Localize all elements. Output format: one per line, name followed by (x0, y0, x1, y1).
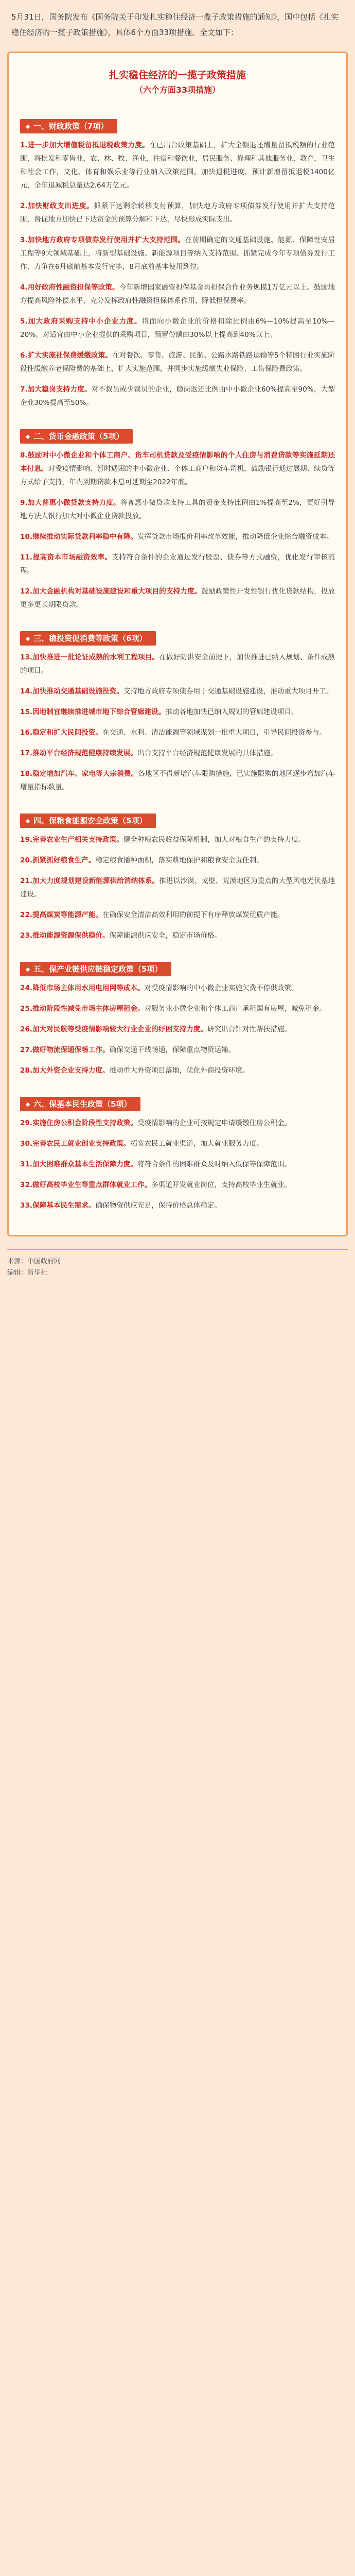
policy-item-body: 在前期确定的交通基础设施、能源、保障性安居工程等9大领域基础上，将新型基础设施、新能源项目等纳入支持范围。抓紧完成今年专项债券发行工作，力争在6月底前基本发行完毕，8月底前基本使用到位。 (20, 236, 335, 271)
policy-item-lead: 11.提高资本市场融资效率。 (20, 553, 112, 562)
sections-container (20, 107, 335, 1212)
policy-item-body: 发挥贷款市场报价利率改革效能，推动降低企业综合融资成本。 (137, 533, 333, 541)
policy-item-body: 拓宽农民工就业渠道，加大就业服务力度。 (130, 1140, 263, 1148)
policy-item-lead: 26.加大对民航等受疫情影响较大行业企业的纾困支持力度。 (20, 1025, 207, 1033)
policy-item-lead: 15.因地制宜继续推进城市地下综合管廊建设。 (20, 708, 166, 716)
policy-item (20, 383, 335, 410)
policy-item-body: 在确保安全清洁高效利用的前提下有序释放煤炭优质产能。 (102, 911, 285, 919)
policy-item-lead: 23.推动能源资源保供稳价。 (20, 931, 110, 940)
policy-item (20, 585, 335, 612)
policy-item-lead: 14.加快推动交通基础设施投资。 (20, 687, 123, 696)
policy-item-lead: 30.完善农民工就业创业支持政策。 (20, 1140, 131, 1148)
section-heading-text: 六、保基本民生政策（5项） (33, 1099, 132, 1109)
section-heading-text: 二、货币金融政策（5项） (33, 432, 124, 441)
policy-item (20, 1002, 335, 1015)
policy-item-lead: 4.用好政府性融资担保等政策。 (20, 283, 119, 292)
policy-item-body: 推动各地加快已纳入规划的管廊建设项目。 (165, 708, 298, 716)
document-subtitle: （六个方面33项措施） (134, 85, 221, 95)
policy-item-body: 健全种粮农民收益保障机制，加大对粮食生产的支持力度。 (123, 836, 306, 844)
policy-item-body: 受疫情影响的企业可按规定申请缓缴住房公积金。 (137, 1119, 292, 1127)
policy-item-lead: 12.加大金融机构对基础设施建设和重大项目的支持力度。 (20, 587, 202, 596)
policy-item (20, 1137, 335, 1150)
footer (7, 1249, 348, 1279)
policy-item-lead: 13.加快推进一批论证成熟的水利工程项目。 (20, 653, 159, 662)
document-card (7, 52, 348, 1236)
policy-item-lead: 32.做好高校毕业生等重点群体就业工作。 (20, 1181, 152, 1189)
policy-item-body: 支持符合条件的企业通过发行股票、债券等方式融资，优化发行审核流程。 (20, 553, 335, 575)
section-heading (20, 429, 133, 444)
policy-item-lead: 20.抓紧抓好粮食生产。 (20, 856, 96, 865)
policy-item-lead: 33.保障基本民生需求。 (20, 1201, 96, 1210)
policy-item-body: 确保交通干线畅通，保障重点物资运输。 (109, 1046, 236, 1054)
policy-item-lead: 17.推动平台经济规范健康持续发展。 (20, 749, 137, 757)
policy-item (20, 1064, 335, 1077)
diamond-icon (26, 819, 30, 823)
footer-divider (7, 1249, 348, 1250)
policy-item (20, 496, 335, 523)
policy-item-body: 对受疫情影响的中小微企业实施欠费不停供政策。 (144, 984, 298, 992)
intro-paragraph (0, 0, 355, 52)
policy-item-body: 对受疫情影响、暂时遇困的中小微企业、个体工商户和货车司机，鼓励银行通过展期、续贷等方式给予支持，年内到期贷款本息可延期至2022年底。 (20, 465, 335, 486)
policy-item (20, 1116, 335, 1130)
diamond-icon (26, 967, 30, 971)
policy-item-lead: 3.加快地方政府专项债券发行使用并扩大支持范围。 (20, 236, 185, 244)
policy-item-lead: 1.进一步加大增值税留抵退税政策力度。 (20, 141, 150, 149)
policy-item-body: 在交通、水利、清洁能源等领域谋划一批重大项目，引导民间投资参与。 (102, 728, 327, 737)
footer-editor: 编辑：新华社 (7, 1269, 48, 1277)
policy-item (20, 530, 335, 544)
policy-item-body: 将符合条件的困难群众及时纳入低保等保障范围。 (137, 1160, 292, 1168)
policy-item-lead: 5.加大政府采购支持中小企业力度。 (20, 317, 142, 326)
policy-item (20, 449, 335, 489)
policy-item-body: 各地区不得新增汽车限购措施，已实施限购的地区逐步增加汽车增量指标数量。 (20, 770, 335, 791)
policy-item-body: 将面向小微企业的价格扣除比例由6%—10%提高至10%—20%。对适宜由中小企业提供的采购项目，预留份额由30%以上提高到40%以上。 (20, 317, 335, 339)
policy-item (20, 874, 335, 901)
policy-item-body: 出台支持平台经济规范健康发展的具体措施。 (137, 749, 277, 757)
policy-item-body: 抓紧下达剩余转移支付预算，加快地方政府专项债券发行使用并扩大支持范围，督促地方加快已下达资金的预算分解和下达，尽快形成实际支出。 (20, 202, 335, 224)
diamond-icon (26, 1102, 30, 1106)
policy-item (20, 139, 335, 192)
policy-item (20, 929, 335, 942)
policy-item-body: 研究出台针对性帮扶措施。 (207, 1025, 292, 1033)
policy-item (20, 833, 335, 846)
policy-item-lead: 8.鼓励对中小微企业和个体工商户、货车司机贷款及受疫情影响的个人住房与消费贷款等实施延期还本付息。 (20, 451, 335, 473)
policy-item (20, 315, 335, 342)
policy-item-lead: 9.加大普惠小微贷款支持力度。 (20, 499, 120, 507)
section-heading (20, 814, 156, 828)
policy-item-body: 鼓励政策性开发性银行优化贷款结构，投放更多更长期限贷款。 (20, 587, 335, 609)
section-heading-text: 五、保产业链供应链稳定政策（5项） (33, 964, 163, 974)
policy-item (20, 747, 335, 760)
policy-item-body: 保障能源供应安全，稳定市场价格。 (109, 931, 222, 940)
policy-item-body: 对不裁员或少裁员的企业，稳岗返还比例由中小微企业60%提高至90%，大型企业30%提高至50%。 (20, 385, 335, 407)
section-heading (20, 1097, 140, 1111)
policy-item (20, 981, 335, 995)
policy-item (20, 1043, 335, 1057)
policy-item-lead: 25.推动阶段性减免市场主体房屋租金。 (20, 1005, 145, 1013)
policy-item (20, 685, 335, 698)
policy-item (20, 233, 335, 274)
policy-item (20, 726, 335, 739)
policy-item-body: 将普惠小微贷款支持工具的资金支持比例由1%提高至2%，更好引导地方法人银行加大对小微企业贷款投放。 (20, 499, 335, 520)
policy-item (20, 281, 335, 308)
policy-item (20, 551, 335, 578)
policy-item (20, 908, 335, 922)
policy-item-body: 推动重大外资项目落地，优化外商投资环境。 (109, 1066, 250, 1075)
policy-item (20, 705, 335, 719)
policy-item (20, 767, 335, 794)
policy-item (20, 349, 335, 376)
policy-item-body: 推进以沙漠、戈壁、荒漠地区为重点的大型风电光伏基地建设。 (20, 877, 335, 899)
footer-source: 来源：中国政府网 (7, 1258, 61, 1265)
policy-item-lead: 2.加快财政支出进度。 (20, 202, 94, 210)
policy-item-lead: 31.加大困难群众基本生活保障力度。 (20, 1160, 137, 1168)
policy-item (20, 1023, 335, 1036)
policy-item (20, 1199, 335, 1212)
intro-text: 5月31日，国务院发布《国务院关于印发扎实稳住经济一揽子政策措施的通知》，国中包括《扎实稳住经济的一揽子政策措施》，具体6个方面33项措施。全文如下： (11, 12, 339, 37)
policy-item-lead: 7.加大稳岗支持力度。 (20, 385, 92, 394)
diamond-icon (26, 124, 30, 128)
policy-item-body: 在做好防洪安全前提下，加快推进已纳入规划、条件成熟的项目。 (20, 653, 335, 675)
policy-item-lead: 16.稳定和扩大民间投资。 (20, 728, 103, 737)
policy-item-body: 在已出台政策基础上，扩大全额退还增量留抵税额的行业范围，将批发和零售业，农、林、牧、渔业，住宿和餐饮业，居民服务、修理和其他服务业，教育，卫生和社会工作，文化、体育和娱乐业等行业纳入政策范围。加快退税进度，预计新增留抵退税1400亿元，全年退减税总量达2.64万亿元。 (20, 141, 335, 190)
section-heading (20, 962, 171, 976)
policy-item-body: 稳定粮食播种面积，落实耕地保护和粮食安全责任制。 (95, 856, 263, 865)
policy-item (20, 854, 335, 867)
policy-item-lead: 21.加大力度规划建设新能源供给消纳体系。 (20, 877, 159, 885)
policy-item-lead: 29.实施住房公积金阶段性支持政策。 (20, 1119, 137, 1127)
section-heading (20, 631, 156, 646)
policy-item (20, 199, 335, 226)
policy-item (20, 1158, 335, 1171)
policy-item-body: 确保物资供应充足，保持价格总体稳定。 (95, 1201, 222, 1210)
policy-item (20, 651, 335, 677)
diamond-icon (26, 636, 30, 640)
policy-item-lead: 10.继续推动实际贷款利率稳中有降。 (20, 533, 137, 541)
policy-item-lead: 22.提高煤炭等能源产能。 (20, 911, 103, 919)
diamond-icon (26, 434, 30, 438)
policy-item-lead: 6.扩大实施社保费缓缴政策。 (20, 351, 112, 360)
policy-item-body: 支持地方政府专项债券用于交通基础设施建设，推动重大项目开工。 (123, 687, 333, 696)
policy-item-lead: 27.做好物流保通保畅工作。 (20, 1046, 110, 1054)
policy-item (20, 1178, 335, 1192)
document-title: 扎实稳住经济的一揽子政策措施 (109, 70, 246, 81)
section-heading-text: 一、财政政策（7项） (33, 122, 109, 131)
policy-item-body: 今年新增国家融资担保基金再担保合作业务规模1万亿元以上。鼓励地方提高风险补偿水平，充分发挥政府性融资担保体系作用，降低担保费率。 (20, 283, 335, 305)
policy-item-body: 在对餐饮、零售、旅游、民航、公路水路铁路运输等5个特困行业实施阶段性缓缴养老保险费的基础上，扩大实施范围，并同步实施缓缴失业保险、工伤保险费政策。 (20, 351, 335, 373)
policy-item-lead: 18.稳定增加汽车、家电等大宗消费。 (20, 770, 138, 778)
policy-item-lead: 19.完善农业生产相关支持政策。 (20, 836, 123, 844)
policy-item-body: 对服务业小微企业和个体工商户承租国有房屋，减免租金。 (144, 1005, 327, 1013)
section-heading (20, 119, 117, 133)
policy-item-lead: 28.加大外资企业支持力度。 (20, 1066, 110, 1075)
policy-item-body: 多渠道开发就业岗位，支持高校毕业生就业。 (151, 1181, 292, 1189)
policy-item-lead: 24.降低市场主体用水用电用网等成本。 (20, 984, 145, 992)
section-heading-text: 四、保粮食能源安全政策（5项） (33, 816, 147, 825)
section-heading-text: 三、稳投资促消费等政策（6项） (33, 634, 147, 643)
